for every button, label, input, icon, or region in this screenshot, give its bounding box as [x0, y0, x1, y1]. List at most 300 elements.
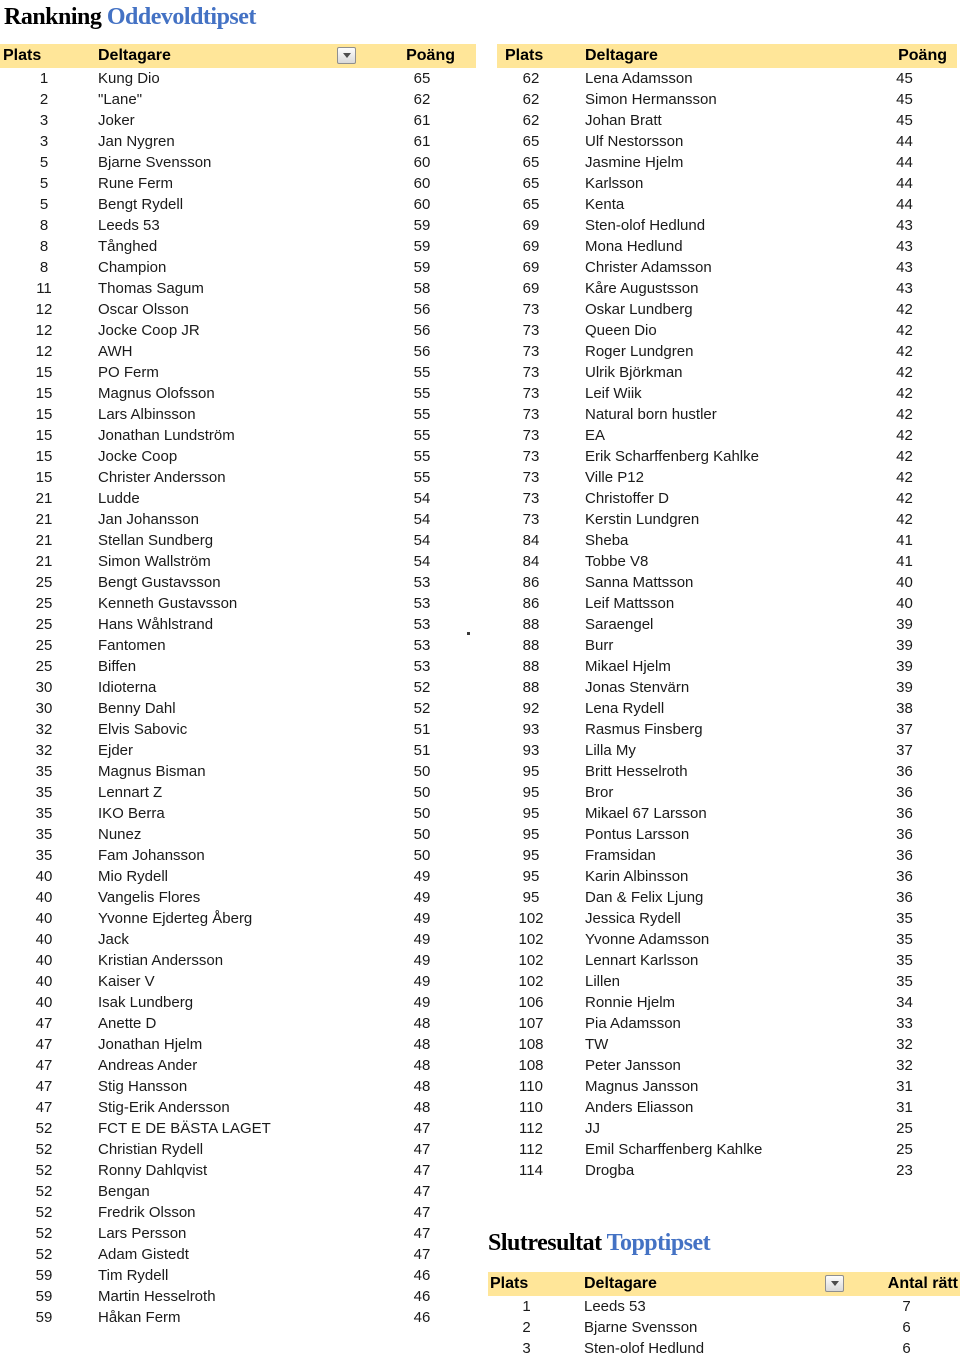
score-cell: 43 — [896, 280, 913, 297]
table-row — [497, 278, 957, 299]
plats-cell: 40 — [35, 973, 53, 990]
name-cell: Mikael 67 Larsson — [585, 805, 707, 822]
name-cell: Christer Adamsson — [585, 259, 712, 276]
table-row — [497, 782, 957, 803]
score-cell: 58 — [413, 280, 431, 297]
score-cell: 36 — [896, 763, 913, 780]
name-cell: PO Ferm — [98, 364, 159, 381]
plats-cell: 15 — [35, 406, 53, 423]
plats-cell: 12 — [35, 343, 53, 360]
table-row — [0, 614, 476, 635]
plats-cell: 3 — [39, 112, 49, 129]
name-cell: Karin Albinsson — [585, 868, 689, 885]
table-row — [497, 635, 957, 656]
name-cell: Christoffer D — [585, 490, 669, 507]
name-cell: Sten-olof Hedlund — [585, 217, 706, 234]
table-row — [497, 194, 957, 215]
table-row — [497, 131, 957, 152]
table-row — [497, 110, 957, 131]
score-cell: 42 — [896, 490, 913, 507]
plats-cell: 30 — [35, 700, 53, 717]
plats-cell: 73 — [522, 469, 540, 486]
name-cell: Jonas Stenvärn — [585, 679, 690, 696]
table-row — [497, 677, 957, 698]
plats-cell: 62 — [522, 70, 540, 87]
table-row — [497, 320, 957, 341]
name-cell: Kerstin Lundgren — [585, 511, 700, 528]
score-cell: 42 — [896, 511, 913, 528]
table-row — [497, 551, 957, 572]
name-cell: Anders Eliasson — [585, 1099, 694, 1116]
plats-cell: 107 — [518, 1015, 544, 1032]
score-cell: 32 — [896, 1036, 913, 1053]
score-cell: 56 — [413, 301, 431, 318]
score-cell: 54 — [413, 511, 431, 528]
table-row — [497, 89, 957, 110]
plats-cell: 21 — [35, 490, 53, 507]
score-cell: 25 — [896, 1120, 913, 1137]
table-row — [0, 782, 476, 803]
plats-cell: 102 — [518, 910, 544, 927]
score-cell: 51 — [413, 721, 431, 738]
header-deltagare: Deltagare — [584, 1275, 657, 1292]
name-cell: FCT E DE BÄSTA LAGET — [98, 1120, 271, 1137]
name-cell: Bengt Gustavsson — [98, 574, 221, 591]
table-row — [0, 1118, 476, 1139]
score-cell: 53 — [413, 658, 431, 675]
table-row — [497, 530, 957, 551]
score-cell: 49 — [413, 931, 431, 948]
name-cell: Stellan Sundberg — [98, 532, 214, 549]
table-row — [497, 824, 957, 845]
name-cell: Elvis Sabovic — [98, 721, 188, 738]
plats-cell: 86 — [522, 595, 540, 612]
plats-cell: 21 — [35, 553, 53, 570]
score-cell: 7 — [902, 1298, 911, 1315]
table-row — [0, 719, 476, 740]
score-cell: 41 — [896, 532, 913, 549]
table-row — [0, 635, 476, 656]
score-cell: 42 — [896, 322, 913, 339]
table-row — [0, 320, 476, 341]
table-row — [497, 971, 957, 992]
plats-cell: 88 — [522, 616, 540, 633]
name-cell: Magnus Jansson — [585, 1078, 699, 1095]
name-cell: Pontus Larsson — [585, 826, 690, 843]
plats-cell: 21 — [35, 532, 53, 549]
plats-cell: 5 — [39, 175, 49, 192]
table-row — [497, 236, 957, 257]
table-row — [497, 866, 957, 887]
score-cell: 40 — [896, 595, 913, 612]
header-plats: Plats — [505, 47, 544, 64]
table-row — [0, 383, 476, 404]
name-cell: Kaiser V — [98, 973, 155, 990]
plats-cell: 88 — [522, 637, 540, 654]
table-row — [497, 1097, 957, 1118]
table-row — [0, 257, 476, 278]
table-row — [0, 761, 476, 782]
name-cell: Jocke Coop JR — [98, 322, 200, 339]
table-row — [497, 572, 957, 593]
name-cell: Oscar Olsson — [98, 301, 189, 318]
name-cell: Thomas Sagum — [98, 280, 204, 297]
name-cell: Lars Persson — [98, 1225, 187, 1242]
score-cell: 55 — [413, 469, 431, 486]
plats-cell: 40 — [35, 910, 53, 927]
plats-cell: 65 — [522, 154, 540, 171]
name-cell: Biffen — [98, 658, 137, 675]
name-cell: Sheba — [585, 532, 629, 549]
table-row — [497, 845, 957, 866]
table-row — [0, 1286, 476, 1307]
name-cell: Jonathan Hjelm — [98, 1036, 203, 1053]
score-cell: 59 — [413, 259, 431, 276]
table-row — [0, 110, 476, 131]
name-cell: IKO Berra — [98, 805, 165, 822]
name-cell: Kenneth Gustavsson — [98, 595, 238, 612]
score-cell: 45 — [896, 91, 913, 108]
name-cell: Ejder — [98, 742, 134, 759]
ranking-table-left — [0, 44, 476, 1328]
table-row — [497, 467, 957, 488]
table-row — [497, 1034, 957, 1055]
plats-cell: 102 — [518, 973, 544, 990]
plats-cell: 88 — [522, 679, 540, 696]
name-cell: Roger Lundgren — [585, 343, 694, 360]
table-row — [497, 929, 957, 950]
table-body — [488, 1296, 960, 1359]
name-cell: Jan Johansson — [98, 511, 199, 528]
plats-cell: 65 — [522, 175, 540, 192]
plats-cell: 59 — [35, 1309, 53, 1326]
score-cell: 43 — [896, 259, 913, 276]
score-cell: 38 — [896, 700, 913, 717]
score-cell: 53 — [413, 595, 431, 612]
table-row — [0, 593, 476, 614]
table-row — [0, 824, 476, 845]
name-cell: Ville P12 — [585, 469, 644, 486]
score-cell: 48 — [413, 1099, 431, 1116]
plats-cell: 32 — [35, 721, 53, 738]
name-cell: Fredrik Olsson — [98, 1204, 196, 1221]
ranking-title-black: Rankning — [4, 4, 102, 30]
plats-cell: 40 — [35, 931, 53, 948]
score-cell: 36 — [896, 847, 913, 864]
name-cell: "Lane" — [98, 91, 143, 108]
table-row — [0, 488, 476, 509]
plats-cell: 40 — [35, 994, 53, 1011]
plats-cell: 69 — [522, 259, 540, 276]
score-cell: 36 — [896, 805, 913, 822]
name-cell: AWH — [98, 343, 133, 360]
name-cell: Bengan — [98, 1183, 150, 1200]
table-row — [497, 509, 957, 530]
score-cell: 55 — [413, 364, 431, 381]
score-cell: 39 — [896, 616, 913, 633]
plats-cell: 47 — [35, 1036, 53, 1053]
score-cell: 47 — [413, 1141, 431, 1158]
score-cell: 60 — [413, 175, 431, 192]
plats-cell: 73 — [522, 511, 540, 528]
name-cell: Magnus Bisman — [98, 763, 206, 780]
plats-cell: 65 — [522, 196, 540, 213]
table-row — [0, 551, 476, 572]
score-cell: 35 — [896, 931, 913, 948]
table-row — [497, 488, 957, 509]
name-cell: Jan Nygren — [98, 133, 175, 150]
score-cell: 45 — [896, 112, 913, 129]
table-row — [497, 1160, 957, 1181]
plats-cell: 35 — [35, 826, 53, 843]
name-cell: Lillen — [585, 973, 621, 990]
name-cell: Bror — [585, 784, 614, 801]
score-cell: 53 — [413, 574, 431, 591]
table-row — [0, 68, 476, 89]
table-row — [0, 194, 476, 215]
name-cell: Andreas Ander — [98, 1057, 198, 1074]
score-cell: 54 — [413, 553, 431, 570]
table-row — [488, 1338, 960, 1359]
table-row — [0, 740, 476, 761]
score-cell: 35 — [896, 973, 913, 990]
plats-cell: 40 — [35, 952, 53, 969]
score-cell: 42 — [896, 448, 913, 465]
table-row — [0, 1223, 476, 1244]
name-cell: Rune Ferm — [98, 175, 174, 192]
table-row — [0, 950, 476, 971]
score-cell: 52 — [413, 679, 431, 696]
plats-cell: 25 — [35, 574, 53, 591]
plats-cell: 92 — [522, 700, 540, 717]
score-cell: 6 — [902, 1319, 911, 1336]
plats-cell: 102 — [518, 931, 544, 948]
plats-cell: 108 — [518, 1036, 544, 1053]
table-row — [0, 404, 476, 425]
score-cell: 42 — [896, 385, 913, 402]
plats-cell: 47 — [35, 1057, 53, 1074]
plats-cell: 84 — [522, 532, 540, 549]
score-cell: 40 — [896, 574, 913, 591]
score-cell: 42 — [896, 427, 913, 444]
plats-cell: 52 — [35, 1162, 53, 1179]
plats-cell: 95 — [522, 784, 540, 801]
table-row — [0, 1181, 476, 1202]
slutresultat-title-black: Slutresultat — [488, 1230, 602, 1256]
name-cell: Jessica Rydell — [585, 910, 681, 927]
score-cell: 50 — [413, 784, 431, 801]
name-cell: Drogba — [585, 1162, 635, 1179]
name-cell: Sten-olof Hedlund — [584, 1340, 705, 1357]
plats-cell: 25 — [35, 616, 53, 633]
table-row — [497, 908, 957, 929]
plats-cell: 108 — [518, 1057, 544, 1074]
plats-cell: 59 — [35, 1267, 53, 1284]
name-cell: Hans Wåhlstrand — [98, 616, 214, 633]
plats-cell: 73 — [522, 343, 540, 360]
name-cell: Jack — [98, 931, 129, 948]
score-cell: 49 — [413, 889, 431, 906]
plats-cell: 73 — [522, 406, 540, 423]
name-cell: Lennart Karlsson — [585, 952, 699, 969]
plats-cell: 95 — [522, 826, 540, 843]
plats-cell: 1 — [522, 1298, 531, 1315]
table-row — [497, 173, 957, 194]
name-cell: Ulrik Björkman — [585, 364, 683, 381]
plats-cell: 1 — [39, 70, 49, 87]
name-cell: Ronnie Hjelm — [585, 994, 676, 1011]
name-cell: Ludde — [98, 490, 140, 507]
plats-cell: 52 — [35, 1225, 53, 1242]
table-row — [0, 908, 476, 929]
score-cell: 59 — [413, 217, 431, 234]
table-row — [0, 698, 476, 719]
filter-dropdown-button[interactable] — [825, 1275, 844, 1292]
table-row — [0, 173, 476, 194]
score-cell: 48 — [413, 1036, 431, 1053]
plats-cell: 40 — [35, 868, 53, 885]
name-cell: Jocke Coop — [98, 448, 178, 465]
name-cell: Nunez — [98, 826, 142, 843]
plats-cell: 2 — [39, 91, 49, 108]
score-cell: 50 — [413, 847, 431, 864]
chevron-down-icon — [343, 53, 351, 58]
table-row — [497, 803, 957, 824]
plats-cell: 35 — [35, 763, 53, 780]
table-row — [0, 530, 476, 551]
score-cell: 49 — [413, 994, 431, 1011]
table-row — [497, 68, 957, 89]
plats-cell: 73 — [522, 364, 540, 381]
score-cell: 32 — [896, 1057, 913, 1074]
score-cell: 53 — [413, 637, 431, 654]
name-cell: Peter Jansson — [585, 1057, 681, 1074]
stray-mark — [467, 632, 470, 635]
name-cell: Jasmine Hjelm — [585, 154, 684, 171]
table-row — [0, 1055, 476, 1076]
name-cell: Britt Hesselroth — [585, 763, 688, 780]
plats-cell: 73 — [522, 490, 540, 507]
name-cell: Simon Hermansson — [585, 91, 717, 108]
plats-cell: 95 — [522, 763, 540, 780]
score-cell: 39 — [896, 658, 913, 675]
name-cell: Mona Hedlund — [585, 238, 683, 255]
score-cell: 39 — [896, 637, 913, 654]
header-deltagare: Deltagare — [98, 47, 171, 64]
score-cell: 6 — [902, 1340, 911, 1357]
score-cell: 46 — [413, 1309, 431, 1326]
name-cell: Stig Hansson — [98, 1078, 188, 1095]
name-cell: Yvonne Adamsson — [585, 931, 710, 948]
name-cell: JJ — [585, 1120, 600, 1137]
plats-cell: 35 — [35, 784, 53, 801]
name-cell: Ronny Dahlqvist — [98, 1162, 208, 1179]
name-cell: EA — [585, 427, 606, 444]
plats-cell: 73 — [522, 427, 540, 444]
plats-cell: 8 — [39, 217, 49, 234]
table-row — [0, 992, 476, 1013]
table-row — [0, 425, 476, 446]
plats-cell: 110 — [519, 1099, 543, 1116]
name-cell: Leeds 53 — [584, 1298, 646, 1315]
table-row — [497, 614, 957, 635]
table-row — [497, 1139, 957, 1160]
plats-cell: 102 — [518, 952, 544, 969]
plats-cell: 93 — [522, 721, 540, 738]
name-cell: Vangelis Flores — [98, 889, 201, 906]
table-body — [0, 68, 476, 1328]
score-cell: 44 — [896, 154, 913, 171]
table-row — [0, 1097, 476, 1118]
table-row — [497, 1013, 957, 1034]
name-cell: Kristian Andersson — [98, 952, 224, 969]
name-cell: Jonathan Lundström — [98, 427, 235, 444]
score-cell: 42 — [896, 343, 913, 360]
plats-cell: 52 — [35, 1183, 53, 1200]
table-row — [0, 278, 476, 299]
ranking-title — [4, 4, 256, 31]
plats-cell: 2 — [522, 1319, 531, 1336]
table-row — [0, 1307, 476, 1328]
score-cell: 56 — [413, 343, 431, 360]
score-cell: 37 — [896, 742, 913, 759]
plats-cell: 3 — [39, 133, 49, 150]
table-row — [0, 1076, 476, 1097]
filter-dropdown-button[interactable] — [337, 47, 356, 64]
table-row — [497, 698, 957, 719]
plats-cell: 47 — [35, 1015, 53, 1032]
score-cell: 48 — [413, 1078, 431, 1095]
plats-cell: 73 — [522, 301, 540, 318]
name-cell: Kåre Augustsson — [585, 280, 699, 297]
plats-cell: 114 — [519, 1162, 543, 1179]
plats-cell: 30 — [35, 679, 53, 696]
score-cell: 47 — [413, 1225, 431, 1242]
name-cell: Isak Lundberg — [98, 994, 194, 1011]
score-cell: 59 — [413, 238, 431, 255]
name-cell: Christer Andersson — [98, 469, 226, 486]
name-cell: Erik Scharffenberg Kahlke — [585, 448, 759, 465]
table-row — [497, 446, 957, 467]
name-cell: Bjarne Svensson — [98, 154, 212, 171]
score-cell: 44 — [896, 133, 913, 150]
plats-cell: 8 — [39, 259, 49, 276]
table-row — [497, 215, 957, 236]
table-row — [497, 761, 957, 782]
header-antal-ratt: Antal rätt — [887, 1275, 958, 1292]
table-row — [0, 1160, 476, 1181]
score-cell: 45 — [896, 70, 913, 87]
score-cell: 55 — [413, 406, 431, 423]
name-cell: Idioterna — [98, 679, 157, 696]
score-cell: 56 — [413, 322, 431, 339]
score-cell: 44 — [896, 196, 913, 213]
table-row — [0, 299, 476, 320]
table-header — [488, 1272, 960, 1296]
score-cell: 53 — [413, 616, 431, 633]
name-cell: Tim Rydell — [98, 1267, 169, 1284]
header-plats: Plats — [490, 1275, 529, 1292]
table-row — [0, 446, 476, 467]
name-cell: Framsidan — [585, 847, 656, 864]
plats-cell: 52 — [35, 1246, 53, 1263]
table-row — [497, 950, 957, 971]
name-cell: Simon Wallström — [98, 553, 211, 570]
name-cell: Dan & Felix Ljung — [585, 889, 704, 906]
plats-cell: 3 — [522, 1340, 531, 1357]
plats-cell: 73 — [522, 322, 540, 339]
table-row — [0, 572, 476, 593]
